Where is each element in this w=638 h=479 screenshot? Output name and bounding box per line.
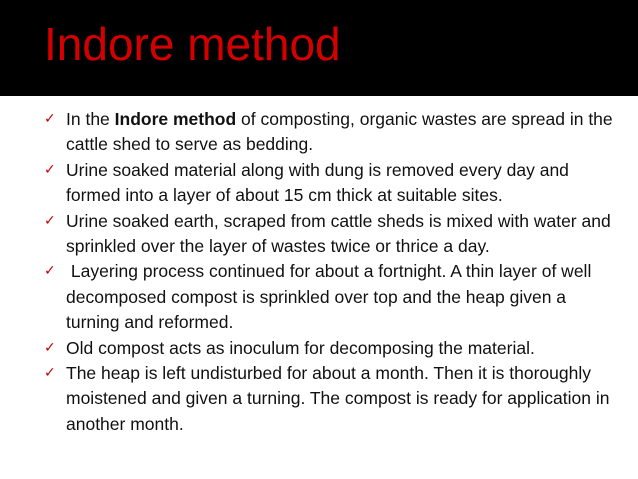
bullet-item-2 bbox=[0, 158, 620, 209]
title-bar bbox=[0, 0, 638, 96]
bullet-text-4: Layering process continued for about a fortnight. A thin layer of well decomposed compost is sprinkled over top and the heap given a turning and reformed. bbox=[66, 261, 597, 333]
bullet-item-5 bbox=[0, 336, 620, 361]
checkmark-icon: ✓ bbox=[44, 365, 56, 382]
bullet-text-6: The heap is left undisturbed for about a month. Then it is thoroughly moistened and given a turning. The compost is ready for application in another month. bbox=[66, 363, 610, 434]
checkmark-icon: ✓ bbox=[44, 263, 56, 280]
bullet-text-2: Urine soaked material along with dung is removed every day and formed into a layer of about 15 cm thick at suitable sites. bbox=[66, 159, 569, 206]
bullet-text-5: Old compost acts as inoculum for decomposing the material. bbox=[66, 337, 535, 358]
bullet-text-1-bold: Indore method bbox=[114, 109, 237, 129]
bullet-item-3 bbox=[0, 209, 620, 260]
slide-title: Indore method bbox=[44, 18, 341, 70]
checkmark-icon: ✓ bbox=[44, 111, 56, 127]
bullet-item-1 bbox=[0, 107, 620, 158]
checkmark-icon: ✓ bbox=[44, 161, 56, 178]
checkmark-icon: ✓ bbox=[44, 339, 56, 356]
bullet-text-1-post: of composting, organic wastes are spread in the cattle shed to serve as bedding. bbox=[66, 109, 613, 155]
bullet-text-3: Urine soaked earth, scraped from cattle sheds is mixed with water and sprinkled over the layer of wastes twice or thrice a day. bbox=[66, 210, 611, 257]
bullet-item-6 bbox=[0, 361, 620, 437]
checkmark-icon: ✓ bbox=[44, 212, 56, 229]
bullet-list bbox=[0, 107, 620, 437]
bullet-text-1-pre: In the bbox=[66, 109, 115, 129]
bullet-item-4 bbox=[0, 259, 620, 335]
